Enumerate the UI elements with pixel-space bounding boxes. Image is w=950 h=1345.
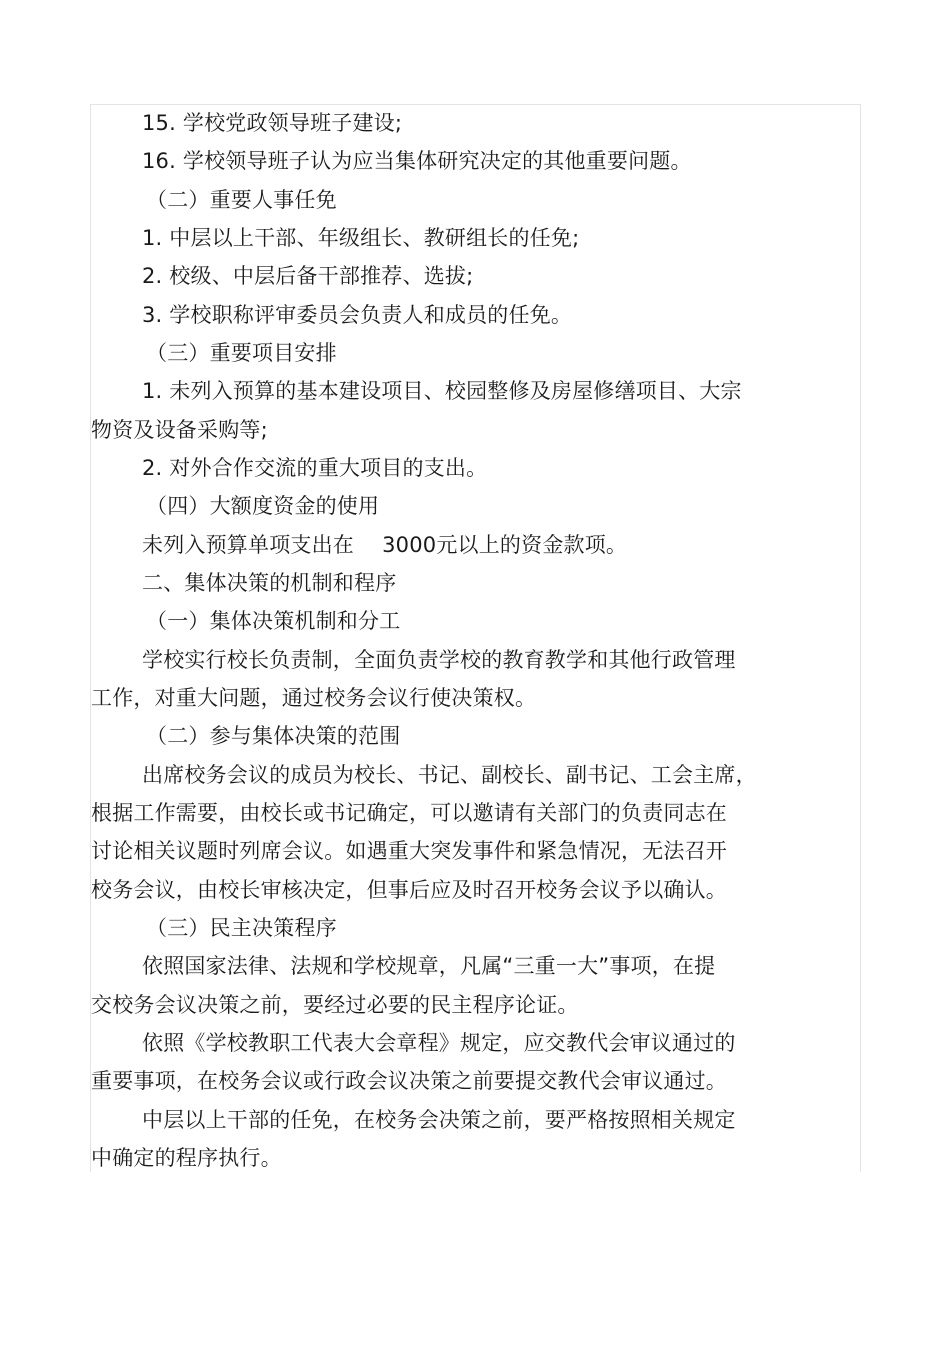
text-line-2: 16. 学校领导班子认为应当集体研究决定的其他重要问题。 (142, 149, 692, 173)
text-line-6: 3. 学校职称评审委员会负责人和成员的任免。 (142, 303, 573, 327)
text-line-27: 中层以上干部的任免，在校务会决策之前，要严格按照相关规定 (142, 1108, 736, 1132)
page-frame-right-border (860, 104, 861, 1172)
text-line-15: 学校实行校长负责制，全面负责学校的教育教学和其他行政管理 (142, 648, 736, 672)
text-line-25: 依照《学校教职工代表大会章程》规定，应交教代会审议通过的 (142, 1031, 736, 1055)
section-heading-funds: （四）大额度资金的使用 (146, 494, 380, 518)
text-line-24: 交校务会议决策之前，要经过必要的民主程序论证。 (91, 993, 579, 1017)
text-line-26: 重要事项，在校务会议或行政会议决策之前要提交教代会审议通过。 (91, 1069, 727, 1093)
text-line-12: 未列入预算单项支出在 3000元以上的资金款项。 (142, 533, 628, 557)
text-line-28: 中确定的程序执行。 (91, 1146, 282, 1170)
text-line-4: 1. 中层以上干部、年级组长、教研组长的任免; (142, 226, 580, 250)
chapter-heading-mechanism: 二、集体决策的机制和程序 (142, 571, 397, 595)
text-line-10: 2. 对外合作交流的重大项目的支出。 (142, 456, 488, 480)
text-line-5: 2. 校级、中层后备干部推荐、选拔; (142, 264, 474, 288)
text-line-19: 根据工作需要，由校长或书记确定，可以邀请有关部门的负责同志在 (91, 801, 727, 825)
text-line-21: 校务会议，由校长审核决定，但事后应及时召开校务会议予以确认。 (91, 878, 727, 902)
section-heading-projects: （三）重要项目安排 (146, 341, 337, 365)
text-line-9: 物资及设备采购等; (91, 418, 268, 442)
page-frame-top-border (90, 104, 861, 105)
section-heading-procedure: （三）民主决策程序 (146, 916, 337, 940)
section-heading-scope: （二）参与集体决策的范围 (146, 724, 401, 748)
text-line-20: 讨论相关议题时列席会议。如遇重大突发事件和紧急情况，无法召开 (91, 839, 727, 863)
section-heading-personnel: （二）重要人事任免 (146, 188, 337, 212)
section-heading-division: （一）集体决策机制和分工 (146, 609, 401, 633)
text-line-16: 工作，对重大问题，通过校务会议行使决策权。 (91, 686, 537, 710)
text-line-8: 1. 未列入预算的基本建设项目、校园整修及房屋修缮项目、大宗 (142, 379, 742, 403)
text-line-23: 依照国家法律、法规和学校规章，凡属“三重一大”事项，在提 (142, 954, 716, 978)
text-line-1: 15. 学校党政领导班子建设; (142, 111, 403, 135)
text-line-18: 出席校务会议的成员为校长、书记、副校长、副书记、工会主席， (142, 763, 757, 787)
